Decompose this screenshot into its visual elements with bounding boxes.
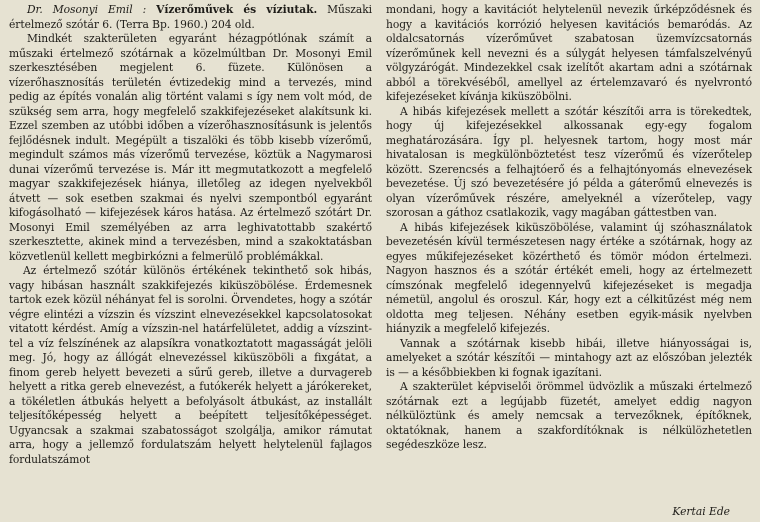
paragraph: Vannak a szótárnak kisebb hibái, illetve hiányosságai is, amelyeket a szótár készítői — mintahogy azt az előszóban jelezték is — a későbbiekben ki fognak igazítani. [386,336,752,379]
article-header [9,3,372,32]
article-title: Vízerőművek és víziutak. [156,3,318,16]
right-column [386,3,752,453]
left-column [9,3,372,467]
paragraph: A hibás kifejezések kiküszöbölése, valamint új szóhasználatok bevezetésén kívül természetesen nagy értéke a szótárnak, hogy az egyes műkifejezéseket közérthető és tömör módon értelmezi. Nagyon hasznos és a szótár értékét emeli, hogy az értelmezett címszónak megfelelő idegennyelvű kifejezéseket is megadja németül, angolul és oroszul. Kár, hogy ezt a célkitűzést még nem oldotta meg teljesen. Néhány esetben egyik-másik nyelvben hiányzik a megfelelő kifejezés. [386,220,752,335]
paragraph: A szakterület képviselői örömmel üdvözlik a műszaki értelmező szótárnak ezt a legújabb füzetét, amelyet eddig nagyon nélkülöztünk és amely nemcsak a tervezőknek, építőknek, oktatóknak, hanem a szakfordítóknak is nélkülözhetetlen segédeszköze lesz. [386,380,752,451]
article-subtitle: Műszaki értelmező szótár 6. (Terra Bp. 1960.) 204 old. [9,3,372,31]
paragraph: A hibás kifejezések mellett a szótár készítői arra is törekedtek, hogy új kifejezésekkel alkossanak egy-egy fogalom meghatározására. Így pl. helyesnek tartom, hogy most már hivatalosan is megkülönböztetést tesz vízerőmű és vízerőtelep között. Szerencsés a felhajtóerő és a felhajtónyomás elnevezések bevezetése. Új szó bevezetésére jó példa a gáterőmű elnevezés is olyan vízerőművek részére, amelyeknél a vízerőtelep, vagy szorosan a gáthoz csatlakozik, vagy magában gáttestben van. [386,104,752,219]
paragraph: Az értelmező szótár különös értékének tekinthető sok hibás, vagy hibásan használt szakkifejezés kiküszöbölése. Érdemesnek tartok ezek közül néhányat fel is sorolni. Örvendetes, hogy a szótár végre elintézi a vízszin és vízszint elnevezésekkel kapcsolatosokat vitatott kérdést. Amíg a vízszin-nel határfelületet, addig a vízszint-tel a víz felszínének az alapsíkra vonatkoztatott magasságát jelöli meg. Jó, hogy az állógát elnevezéssel kiküszöböli a fixgátat, a finom gereb helyett bevezeti a sűrű gereb, illetve a durvagereb helyett a ritka gereb elnevezést, a futókerék helyett a járókereket, a tökéletlen átbukás helyett a befolyásolt átbukást, az installált teljesítőképesség helyett a beépített teljesítőképességet. Ugyancsak a szakmai szabatosságot szolgálja, amikor rámutat arra, hogy a jellemző fordulatszám helyett helytelenül fajlagos fordulatszámot [9,264,372,466]
author-name: Dr. Mosonyi Emil : [27,3,147,16]
paragraph: mondani, hogy a kavitációt helytelenül nevezik űrképződésnek és hogy a kavitációs korrózió helyesen kavitációs bemaródás. Az oldalcsatornás vízerőművet szabatosan üzemvízcsatornás vízerőműnek kell nevezni és a súlygát helyesen támfalszelvényű völgyzárógát. Mindezekkel csak izelítőt akartam adni a szótárnak abból a törekvéséből, amellyel az értelemzavaró és nyelvrontó kifejezéseket kívánja kiküszöbölni. [386,3,752,103]
paragraph: Mindkét szakterületen egyaránt hézagpótlónak számít a műszaki értelmező szótárnak a közelmúltban Dr. Mosonyi Emil szerkesztésében megjelent 6. füzete. Különösen a vízerőhasznosítás területén évtizedekig mind a tervezés, mind pedig az építés vonalán alig történt valami s így nem volt mód, de szükség sem arra, hogy megfelelő szakkifejezéseket alakítsunk ki. Ezzel szemben az utóbbi időben a vízerőhasznosításunk is jelentős fejlődésnek indult. Megépült a tiszalöki és több kisebb vízerőmű, megindult számos más vízerőmű tervezése, köztük a Nagymarosi dunai vízerőmű tervezése is. Már itt megmutatkozott a megfelelő magyar szakkifejezések hiánya, illetőleg az idegen nyelvekből átvett — sok esetben szakmai és nyelvi szempontból egyaránt kifogásolható — kifejezések káros hatása. Az értelmező szótárt Dr. Mosonyi Emil személyében az arra leghivatottabb szakértő szerkesztette, akinek mind a tervezésben, mind a szakoktatásban közvetlenül kellett megbirkózni a felmerülő problémákkal. [9,32,372,263]
signature: Kertai Ede [672,505,730,518]
